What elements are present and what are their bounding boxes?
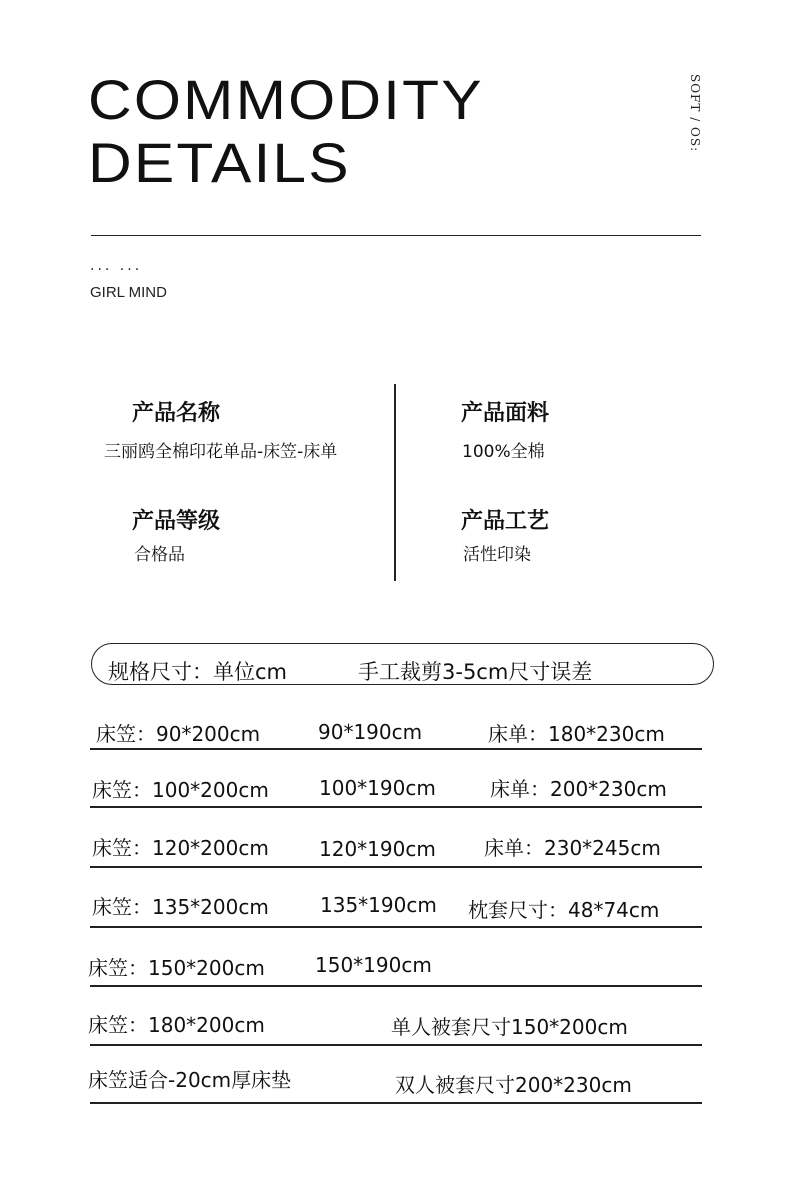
size-row-3-col-3: 床单：230*245cm bbox=[484, 836, 661, 860]
size-row-3-col-1: 床笠：120*200cm bbox=[92, 836, 269, 860]
size-row-6-col-3: 单人被套尺寸150*200cm bbox=[391, 1015, 628, 1039]
product-name-value: 三丽鸥全棉印花单品-床笠-床单 bbox=[104, 442, 338, 462]
size-row-3-col-2: 120*190cm bbox=[319, 837, 436, 861]
size-error-note: 手工裁剪3-5cm尺寸误差 bbox=[358, 660, 593, 684]
size-row-4-col-1: 床笠：135*200cm bbox=[92, 895, 269, 919]
title-line-2: DETAILS bbox=[88, 131, 351, 194]
title-line-1: COMMODITY bbox=[88, 68, 484, 131]
sub-brand: GIRL MIND bbox=[90, 284, 167, 301]
size-row-2-col-1: 床笠：100*200cm bbox=[92, 778, 269, 802]
size-row-2-col-3: 床单：200*230cm bbox=[490, 777, 667, 801]
size-row-4-col-3: 枕套尺寸：48*74cm bbox=[468, 898, 660, 922]
size-row-1-col-2: 90*190cm bbox=[318, 720, 423, 744]
size-row-7-line bbox=[90, 1102, 702, 1104]
size-row-4-line bbox=[90, 926, 702, 928]
size-row-5-line bbox=[90, 985, 702, 987]
size-row-6-col-1: 床笠：180*200cm bbox=[88, 1013, 265, 1037]
size-row-5-col-1: 床笠：150*200cm bbox=[88, 956, 265, 980]
size-row-4-col-2: 135*190cm bbox=[320, 893, 437, 917]
vertical-tag: SOFT / OS: bbox=[688, 74, 702, 153]
product-grade-value: 合格品 bbox=[134, 545, 185, 565]
size-row-3-line bbox=[90, 866, 702, 868]
size-unit-label: 规格尺寸：单位cm bbox=[108, 660, 288, 684]
header-divider bbox=[91, 235, 701, 236]
size-row-6-line bbox=[90, 1044, 702, 1046]
size-row-7-col-1: 床笠适合-20cm厚床垫 bbox=[88, 1068, 292, 1092]
info-divider bbox=[394, 384, 396, 581]
size-row-1-col-1: 床笠：90*200cm bbox=[96, 722, 261, 746]
product-grade-label: 产品等级 bbox=[132, 509, 221, 534]
size-row-1-line bbox=[90, 748, 702, 750]
product-craft-value: 活性印染 bbox=[463, 545, 531, 565]
product-name-label: 产品名称 bbox=[132, 401, 221, 426]
size-row-2-col-2: 100*190cm bbox=[319, 776, 436, 800]
size-row-7-col-3: 双人被套尺寸200*230cm bbox=[395, 1073, 632, 1097]
size-row-1-col-3: 床单：180*230cm bbox=[488, 722, 665, 746]
size-row-5-col-2: 150*190cm bbox=[315, 953, 432, 977]
size-row-2-line bbox=[90, 806, 702, 808]
product-fabric-value: 100%全棉 bbox=[462, 442, 545, 462]
product-craft-label: 产品工艺 bbox=[461, 509, 550, 534]
product-fabric-label: 产品面料 bbox=[461, 401, 550, 426]
decorative-dots: ... ... bbox=[90, 258, 143, 274]
